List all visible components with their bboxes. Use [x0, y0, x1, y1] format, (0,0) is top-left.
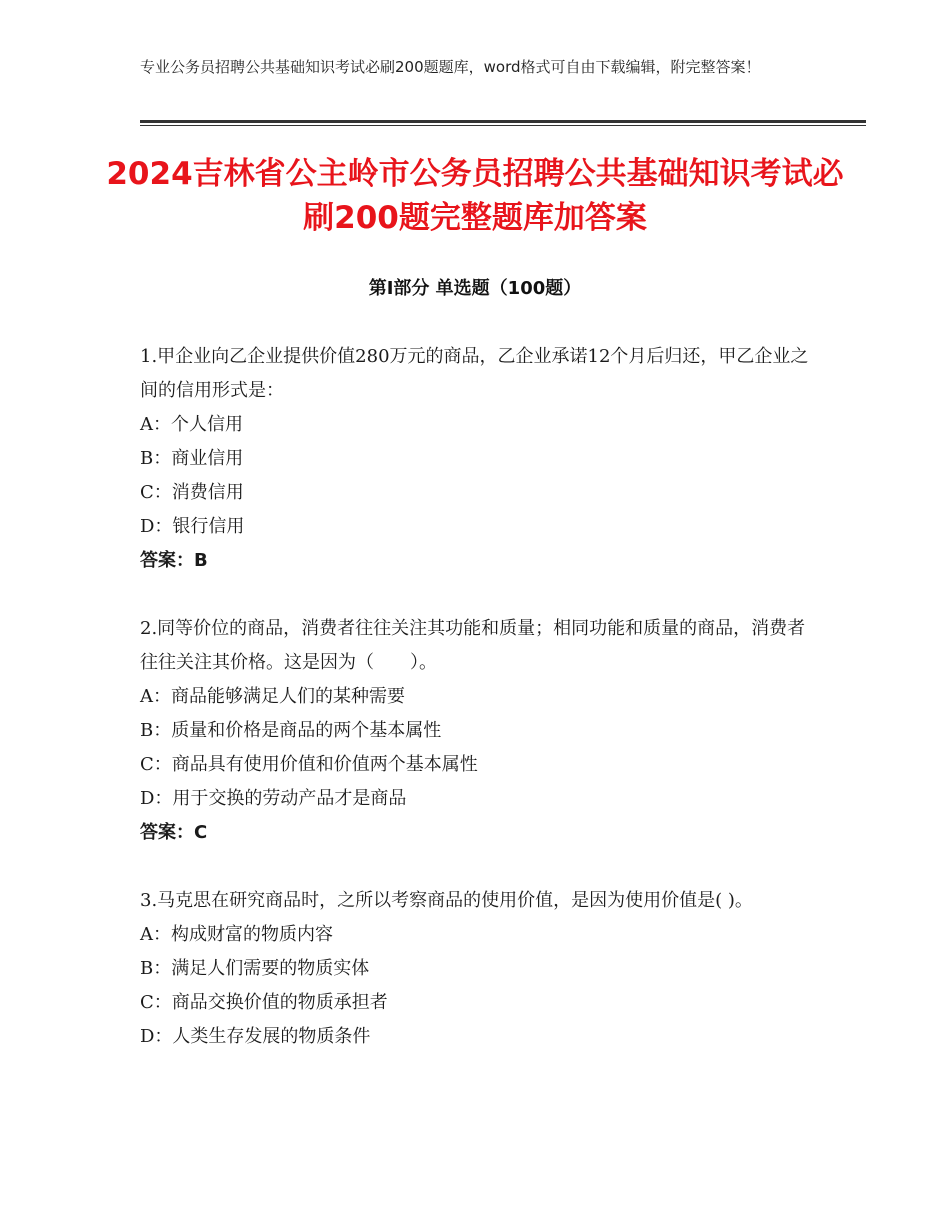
option-b: B：商业信用	[140, 448, 244, 469]
document-title: 2024吉林省公主岭市公务员招聘公共基础知识考试必刷200题完整题库加答案	[106, 156, 844, 236]
option-d: D：银行信用	[140, 516, 245, 537]
option-c: C：消费信用	[140, 482, 244, 503]
option-b: B：满足人们需要的物质实体	[140, 958, 370, 979]
header-rule-thick	[140, 120, 866, 123]
option-c: C：商品具有使用价值和价值两个基本属性	[140, 754, 478, 775]
option-a: A：个人信用	[140, 414, 243, 435]
option-d: D：人类生存发展的物质条件	[140, 1026, 371, 1047]
header-rule-thin	[140, 125, 866, 126]
option-a: A：商品能够满足人们的某种需要	[140, 686, 405, 707]
section-title: 第Ⅰ部分 单选题（100题）	[368, 278, 582, 299]
question-3	[140, 884, 820, 1054]
option-b: B：质量和价格是商品的两个基本属性	[140, 720, 442, 741]
option-a: A：构成财富的物质内容	[140, 924, 333, 945]
question-stem: 3.马克思在研究商品时，之所以考察商品的使用价值，是因为使用价值是( )。	[140, 890, 753, 911]
answer: 答案：C	[140, 822, 208, 843]
option-c: C：商品交换价值的物质承担者	[140, 992, 388, 1013]
answer: 答案：B	[140, 550, 208, 571]
question-2	[140, 612, 820, 850]
question-1	[140, 340, 820, 578]
option-d: D：用于交换的劳动产品才是商品	[140, 788, 407, 809]
question-list	[140, 340, 820, 1088]
header-note: 专业公务员招聘公共基础知识考试必刷200题题库，word格式可自由下载编辑，附完整答案！	[140, 58, 761, 76]
question-stem: 2.同等价位的商品，消费者往往关注其功能和质量；相同功能和质量的商品，消费者往往关注其价格。这是因为（ ）。	[140, 618, 806, 673]
question-stem: 1.甲企业向乙企业提供价值280万元的商品，乙企业承诺12个月后归还，甲乙企业之间的信用形式是：	[140, 346, 809, 401]
